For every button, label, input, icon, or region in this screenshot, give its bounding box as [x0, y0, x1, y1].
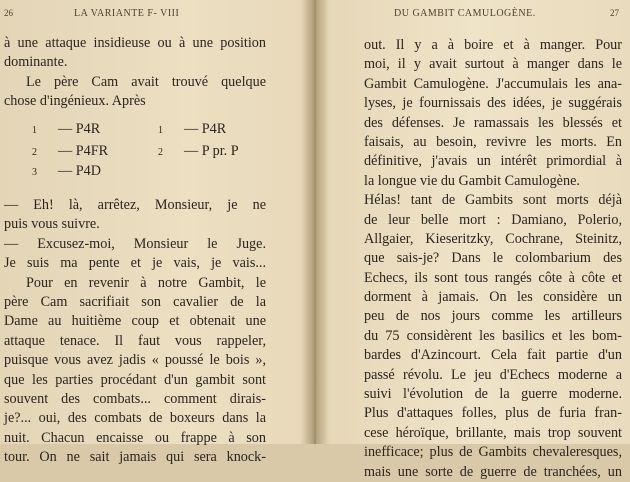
- text-line: faisais, au besoin, revivre les morts. En: [364, 133, 622, 150]
- text-line: de leur belle mort : Damiano, Polerio,: [364, 211, 622, 228]
- text-line: peu de nos jours comme les artilleurs: [364, 308, 622, 325]
- text-line: que les parties procédant d'un gambit sont: [4, 371, 266, 388]
- move-black-2: 2 — P pr. P: [158, 143, 239, 159]
- text-line: nuit. Chacun encaisse ou frappe à son: [4, 429, 266, 446]
- text-line: définitive, j'avais un intérêt primordial à: [364, 153, 622, 170]
- text-line: père Cam sacrifiait son cavalier de la: [4, 293, 266, 310]
- left-paragraph-2: [4, 196, 266, 467]
- text-line: à une attaque insidieuse ou à une position: [4, 35, 266, 51]
- left-paragraph-1: [4, 34, 266, 112]
- right-running-head: DU GAMBIT CAMULOGÈNE.: [394, 8, 536, 19]
- text-line: attaque tenace. Il faut vous rappeler,: [4, 332, 266, 349]
- text-line: suivi l'évolution de la guerre moderne.: [364, 386, 622, 403]
- move-black-1: 1 — P4R: [158, 121, 227, 137]
- text-line: des défenses. Je ramassais les blessés et: [364, 114, 622, 131]
- text-line: Plus d'attaques folles, plus de furia fran-: [364, 405, 622, 422]
- move-white-1: 1 — P4R: [32, 121, 101, 137]
- text-line: je?... oui, des combats de boxeurs dans la: [4, 410, 266, 427]
- text-line: tour. On ne sait jamais qui sera knock-: [4, 449, 266, 466]
- text-line: Allgaier, Kieseritzky, Cochrane, Steinitz,: [364, 230, 622, 247]
- text-line: mais une sorte de guerre de tranchées, un: [364, 463, 622, 480]
- text-line: out. Il y a à boire et à manger. Pour: [364, 37, 622, 53]
- text-line: chose d'ingénieux. Après: [4, 93, 146, 110]
- right-text-block: [364, 36, 622, 482]
- text-line: du 75 considèrent les basilics et les bom-: [364, 327, 622, 344]
- text-line: cese héroïque, brillante, mais trop souvent: [364, 424, 622, 441]
- move-white-2: 2 — P4FR: [32, 143, 109, 159]
- text-line: puis vous suivre.: [4, 216, 100, 233]
- left-running-head: LA VARIANTE F- VIII: [74, 8, 180, 19]
- text-line: la longue vie du Gambit Camulogène.: [364, 172, 580, 189]
- left-page: [0, 0, 312, 466]
- text-line: Le père Cam avait trouvé quelque: [26, 73, 266, 90]
- text-line: Dame au huitième coup et obtenait une: [4, 313, 266, 330]
- text-line: Je suis ma pente et je vais, je vais...: [4, 255, 266, 272]
- right-page: [322, 0, 630, 480]
- text-line: que sais-je? Dans le colombarium des: [364, 250, 622, 267]
- text-line: inefficace; plus de Gambits chevaleresques,: [364, 444, 622, 461]
- text-line: Hélas! tant de Gambits sont morts déjà: [364, 192, 622, 209]
- text-line: Echecs, ils sont tous rangés côte à côte et: [364, 269, 622, 286]
- text-line: Gambit Camulogène. J'accumulais les ana-: [364, 75, 622, 92]
- right-page-number: 27: [610, 8, 619, 18]
- text-line: lyses, je fournissais des idées, je suggérais: [364, 95, 622, 112]
- text-line: souvent des combats... comment dirais-: [4, 390, 266, 407]
- text-line: Pour en revenir à notre Gambit, le: [26, 274, 266, 291]
- text-line: — Excusez-moi, Monsieur le Juge.: [4, 235, 266, 252]
- text-line: — Eh! là, arrêtez, Monsieur, je ne: [4, 197, 266, 213]
- text-line: dominante.: [4, 54, 68, 71]
- text-line: bardes d'Azincourt. Cela fait partie d'un: [364, 347, 622, 364]
- text-line: dorment à jamais. On les considère un: [364, 289, 622, 306]
- text-line: moi, il y avait surtout à manger dans le: [364, 56, 622, 73]
- left-page-number: 26: [4, 8, 13, 18]
- text-line: passé révolu. Le jeu d'Echecs moderne a: [364, 366, 622, 383]
- move-white-3: 3 — P4D: [32, 163, 101, 179]
- text-line: puisque vous avez jadis « poussé le bois »,: [4, 352, 266, 369]
